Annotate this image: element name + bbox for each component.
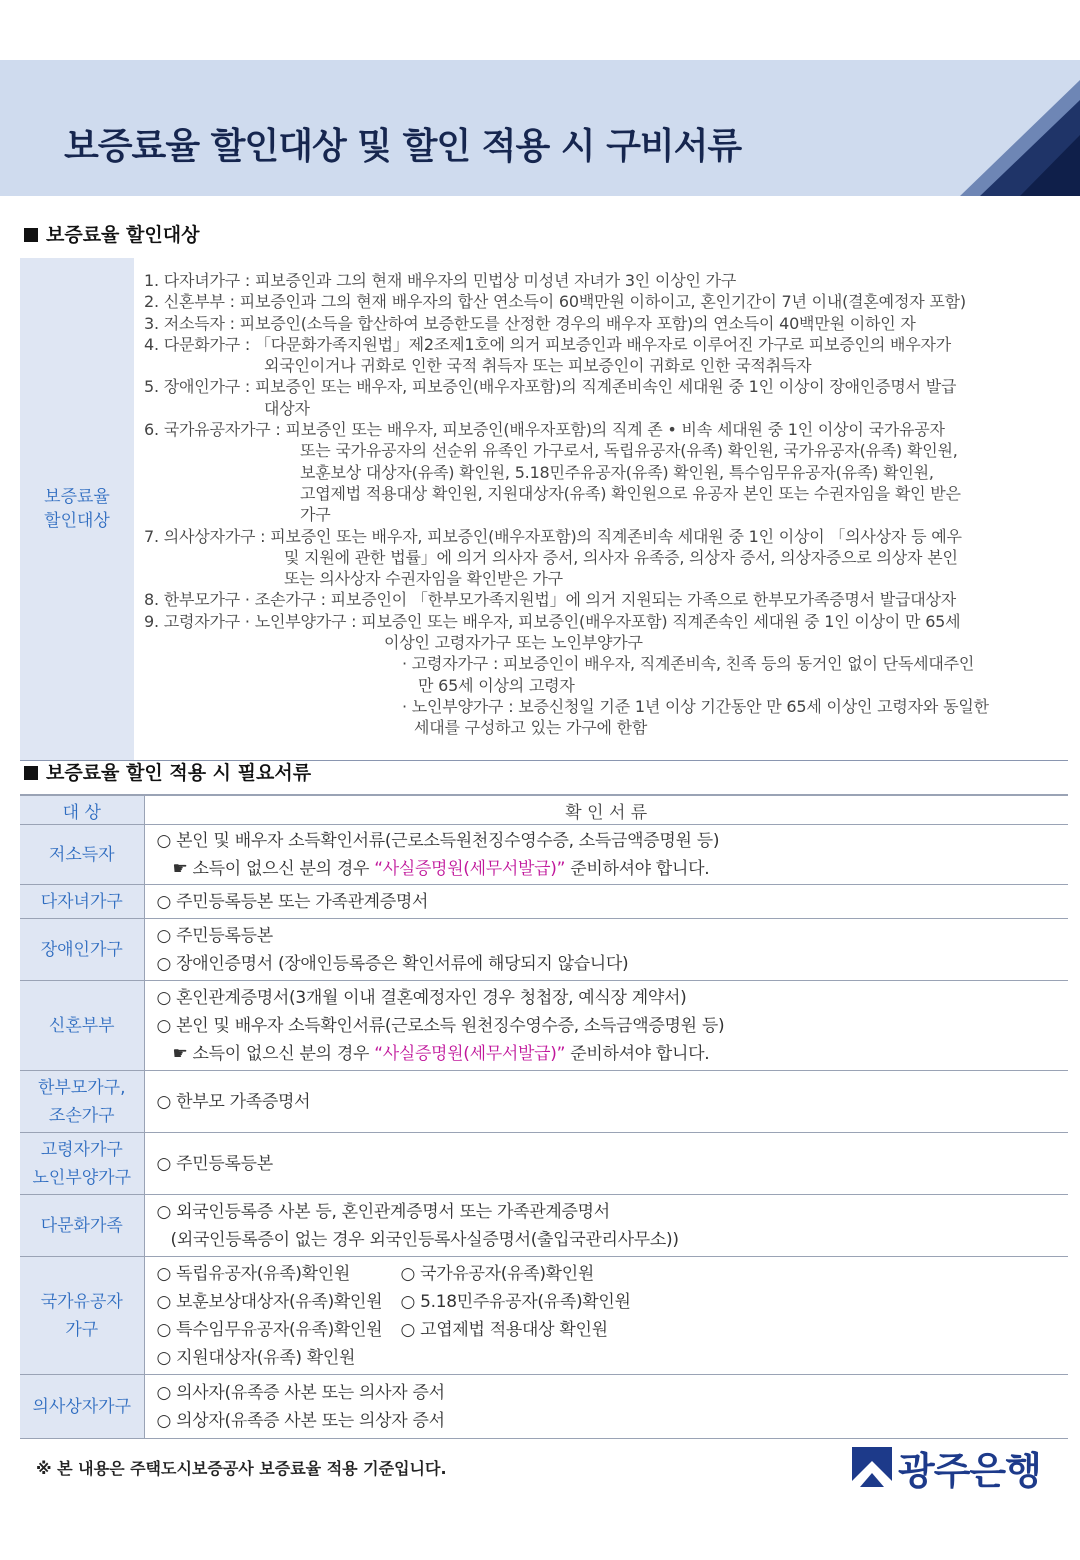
list-item: 보훈보상 대상자(유족) 확인원, 5.18민주유공자(유족) 확인원, 특수임무유공자(유족) 확인원, — [300, 462, 934, 482]
list-item: 세대를 구성하고 있는 가구에 한함 — [414, 718, 648, 738]
bank-logo — [852, 1444, 1041, 1493]
discount-targets-box — [20, 258, 1068, 761]
square-bullet-icon — [24, 766, 38, 780]
list-item: 이상인 고령자가구 또는 노인부양가구 — [384, 633, 643, 653]
table-header-row — [20, 795, 1068, 825]
highlight-text: “사실증명원(세무서발급)” — [374, 858, 566, 879]
discount-targets-label: 보증료율 할인대상 — [20, 258, 134, 760]
list-item: 외국인이거나 귀화로 인한 국적 취득자 또는 피보증인이 귀화로 인한 국적취득자 — [264, 356, 812, 376]
row-content: ○ 혼인관계증명서(3개월 이내 결혼예정자인 경우 청첩장, 예식장 계약서) ○ 본인 및 배우자 소득확인서류(근로소득 원천징수영수증, 소득금액증명원 등) ☛ 소득이 없으신 분의 경우 “사실증명원(세무서발급)” 준비하셔야 합니다. — [144, 981, 1068, 1071]
row-label: 의사상자가구 — [20, 1375, 144, 1439]
row-content: ○ 의사자(유족증 사본 또는 의사자 증서 ○ 의상자(유족증 사본 또는 의상자 증서 — [144, 1375, 1068, 1439]
list-item: 또는 국가유공자의 선순위 유족인 가구로서, 독립유공자(유족) 확인원, 국가유공자(유족) 확인원, — [300, 441, 958, 461]
list-item: 고엽제법 적용대상 확인원, 지원대상자(유족) 확인원으로 유공자 본인 또는 수권자임을 확인 받은 — [300, 483, 961, 503]
table-row — [20, 1257, 1068, 1375]
row-label: 한부모가구, 조손가구 — [20, 1071, 144, 1133]
required-documents-table — [20, 794, 1068, 1439]
list-item: 7. 의사상자가구 : 피보증인 또는 배우자, 피보증인(배우자포함)의 직계존비속 세대원 중 1인 이상이 「의사상자 등 예우 — [144, 526, 962, 546]
list-item: 4. 다문화가구 : 「다문화가족지원법」제2조제1호에 의거 피보증인과 배우자로 이루어진 가구로 피보증인의 배우자가 — [144, 334, 951, 354]
list-item: 8. 한부모가구 · 조손가구 : 피보증인이 「한부모가족지원법」에 의거 지원되는 가족으로 한부모가족증명서 발급대상자 — [144, 590, 957, 610]
bank-logo-text: 광주은행 — [898, 1448, 1041, 1493]
row-content: ○ 한부모 가족증명서 — [144, 1071, 1068, 1133]
section-heading-required-documents: 보증료율 할인 적용 시 필요서류 — [24, 758, 311, 785]
row-content: ○ 주민등록등본 — [144, 1133, 1068, 1195]
list-item: 또는 의사상자 수권자임을 확인받은 가구 — [284, 569, 563, 589]
list-item: 1. 다자녀가구 : 피보증인과 그의 현재 배우자의 민법상 미성년 자녀가 3인 이상인 가구 — [144, 271, 737, 290]
table-row — [20, 1195, 1068, 1257]
row-label: 장애인가구 — [20, 919, 144, 981]
list-item: 만 65세 이상의 고령자 — [418, 675, 575, 695]
discount-targets-list — [144, 270, 1064, 739]
list-item: 2. 신혼부부 : 피보증인과 그의 현재 배우자의 합산 연소득이 60백만원 이하이고, 혼인기간이 7년 이내(결혼예정자 포함) — [144, 292, 966, 312]
list-item: 9. 고령자가구 · 노인부양가구 : 피보증인 또는 배우자, 피보증인(배우자포함) 직계존속인 세대원 중 1인 이상이 만 65세 — [144, 611, 961, 631]
column-header-target: 대 상 — [20, 795, 144, 825]
list-item: · 고령자가구 : 피보증인이 배우자, 직계존비속, 친족 등의 동거인 없이 단독세대주인 — [402, 654, 975, 674]
table-row — [20, 1133, 1068, 1195]
list-item: 대상자 — [264, 398, 310, 418]
row-label: 고령자가구 노인부양가구 — [20, 1133, 144, 1195]
row-content: ○ 주민등록등본 또는 가족관계증명서 — [144, 885, 1068, 919]
row-label: 다문화가족 — [20, 1195, 144, 1257]
table-row — [20, 885, 1068, 919]
section-heading-discount-targets: 보증료율 할인대상 — [24, 220, 199, 247]
row-content: ○ 외국인등록증 사본 등, 혼인관계증명서 또는 가족관계증명서 (외국인등록증이 없는 경우 외국인등록사실증명서(출입국관리사무소)) — [144, 1195, 1068, 1257]
table-row — [20, 1071, 1068, 1133]
kwangju-bank-logo-icon — [852, 1447, 892, 1487]
table-row — [20, 981, 1068, 1071]
page-title: 보증료율 할인대상 및 할인 적용 시 구비서류 — [64, 126, 742, 167]
list-item: 및 지원에 관한 법률」에 의거 의사자 증서, 의사자 유족증, 의상자 증서, 의상자증으로 의상자 본인 — [284, 547, 958, 567]
list-item: 가구 — [300, 505, 331, 525]
banner-corner-decoration — [960, 60, 1080, 196]
highlight-text: “사실증명원(세무서발급)” — [374, 1043, 566, 1064]
row-content: ○ 본인 및 배우자 소득확인서류(근로소득원천징수영수증, 소득금액증명원 등) ☛ 소득이 없으신 분의 경우 “사실증명원(세무서발급)” 준비하셔야 합니다. — [144, 825, 1068, 885]
table-row — [20, 919, 1068, 981]
row-content: ○ 독립유공자(유족)확인원 ○ 국가유공자(유족)확인원 ○ 보훈보상대상자(유족)확인원 ○ 5.18민주유공자(유족)확인원 ○ 특수임무유공자(유족)확인원 ○ 고엽제법 적용대상 확인원 ○ 지원대상자(유족) 확인원 — [144, 1257, 1068, 1375]
list-item: · 노인부양가구 : 보증신청일 기준 1년 이상 기간동안 만 65세 이상인 고령자와 동일한 — [402, 696, 989, 716]
row-label: 국가유공자 가구 — [20, 1257, 144, 1375]
table-row — [20, 1375, 1068, 1439]
list-item: 5. 장애인가구 : 피보증인 또는 배우자, 피보증인(배우자포함)의 직계존비속인 세대원 중 1인 이상이 장애인증명서 발급 — [144, 377, 957, 397]
square-bullet-icon — [24, 228, 38, 242]
row-label: 저소득자 — [20, 825, 144, 885]
column-header-documents: 확 인 서 류 — [144, 795, 1068, 825]
row-content: ○ 주민등록등본 ○ 장애인증명서 (장애인등록증은 확인서류에 해당되지 않습니다) — [144, 919, 1068, 981]
list-item: 6. 국가유공자가구 : 피보증인 또는 배우자, 피보증인(배우자포함)의 직계 존 • 비속 세대원 중 1인 이상이 국가유공자 — [144, 420, 945, 440]
list-item: 3. 저소득자 : 피보증인(소득을 합산하여 보증한도를 산정한 경우의 배우자 포함)의 연소득이 40백만원 이하인 자 — [144, 313, 916, 333]
table-row — [20, 825, 1068, 885]
row-label: 다자녀가구 — [20, 885, 144, 919]
row-label: 신혼부부 — [20, 981, 144, 1071]
footnote: ※ 본 내용은 주택도시보증공사 보증료율 적용 기준입니다. — [36, 1459, 447, 1478]
header-banner — [0, 60, 1080, 196]
